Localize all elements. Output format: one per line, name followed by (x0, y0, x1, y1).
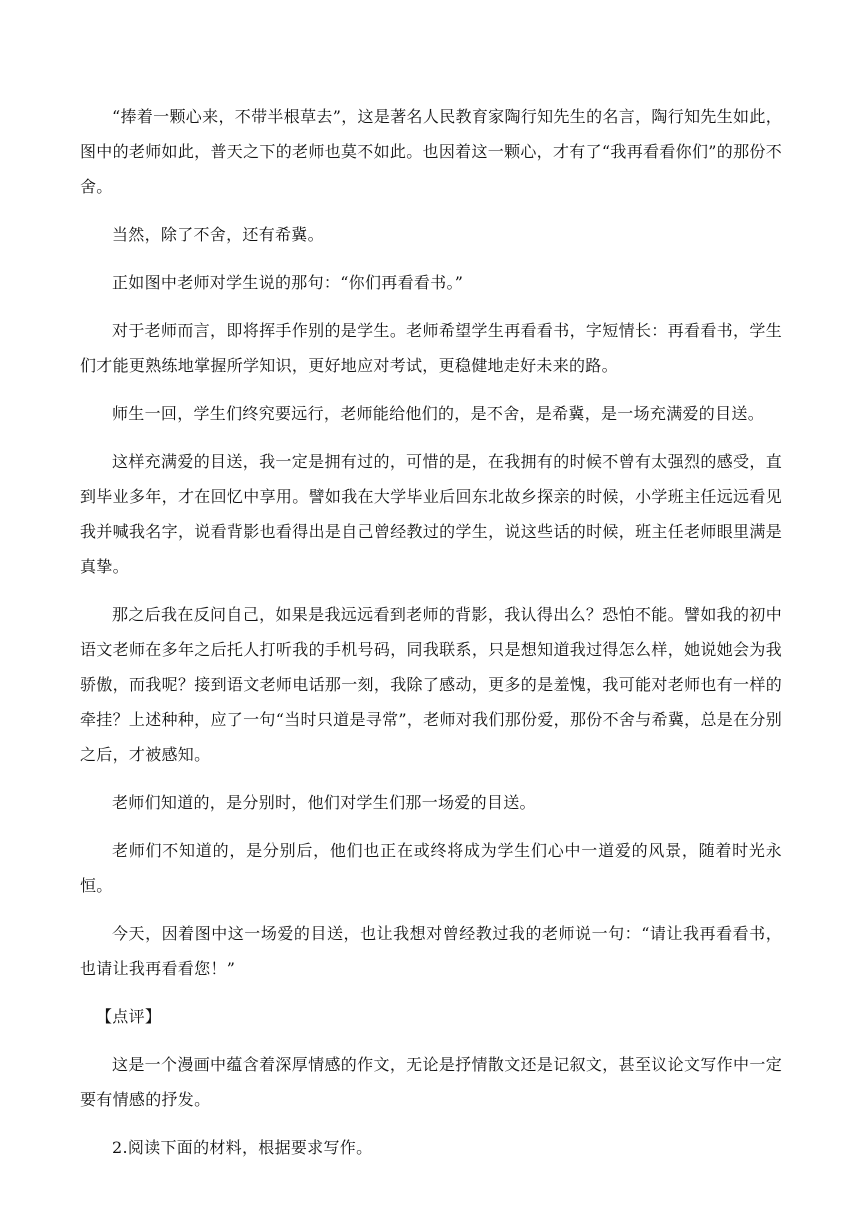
essay-paragraph-8: 老师们知道的，是分别时，他们对学生们那一场爱的目送。 (112, 793, 536, 812)
next-question-item: 2.阅读下面的材料，根据要求写作。 (112, 1138, 373, 1157)
essay-paragraph-3: 正如图中老师对学生说的那句：“你们再看看书。” (112, 273, 464, 292)
comment-heading: 【点评】 (96, 1007, 162, 1026)
essay-paragraph-1: “捧着一颗心来，不带半根草去”，这是著名人民教育家陶行知先生的名言，陶行知先生如此，图中的老师如此，普天之下的老师也莫不如此。也因着这一颗心，才有了“我再看看你们”的那份不舍。 (80, 107, 782, 196)
comment-text: 这是一个漫画中蕴含着深厚情感的作文，无论是抒情散文还是记叙文，甚至议论文写作中一定要有情感的抒发。 (80, 1055, 782, 1109)
essay-paragraph-6: 这样充满爱的目送，我一定是拥有过的，可惜的是，在我拥有的时候不曾有太强烈的感受，直到毕业多年，才在回忆中享用。譬如我在大学毕业后回东北故乡探亲的时候，小学班主任远远看见我并喊我名字，说看背影也看得出是自己曾经教过的学生，说这些话的时候，班主任老师眼里满是真挚。 (80, 452, 782, 576)
essay-paragraph-2: 当然，除了不舍，还有希冀。 (112, 225, 324, 244)
essay-paragraph-7: 那之后我在反问自己，如果是我远远看到老师的背影，我认得出么？恐怕不能。譬如我的初中语文老师在多年之后托人打听我的手机号码，同我联系，只是想知道我过得怎么样，她说她会为我骄傲，而我呢？接到语文老师电话那一刻，我除了感动，更多的是羞愧，我可能对老师也有一样的牵挂？上述种种，应了一句“当时只道是寻常”，老师对我们那份爱，那份不舍与希冀，总是在分别之后，才被感知。 (80, 605, 782, 764)
essay-paragraph-4: 对于老师而言，即将挥手作别的是学生。老师希望学生再看看书，字短情长：再看看书，学生们才能更熟练地掌握所学知识，更好地应对考试，更稳健地走好未来的路。 (80, 321, 782, 375)
document-body (80, 99, 782, 1178)
essay-paragraph-5: 师生一回，学生们终究要远行，老师能给他们的，是不舍，是希冀，是一场充满爱的目送。 (112, 404, 765, 423)
essay-paragraph-9: 老师们不知道的，是分别后，他们也正在或终将成为学生们心中一道爱的风景，随着时光永恒。 (80, 841, 782, 895)
essay-paragraph-10: 今天，因着图中这一场爱的目送，也让我想对曾经教过我的老师说一句：“请让我再看看书，也请让我再看看您！” (80, 924, 782, 978)
